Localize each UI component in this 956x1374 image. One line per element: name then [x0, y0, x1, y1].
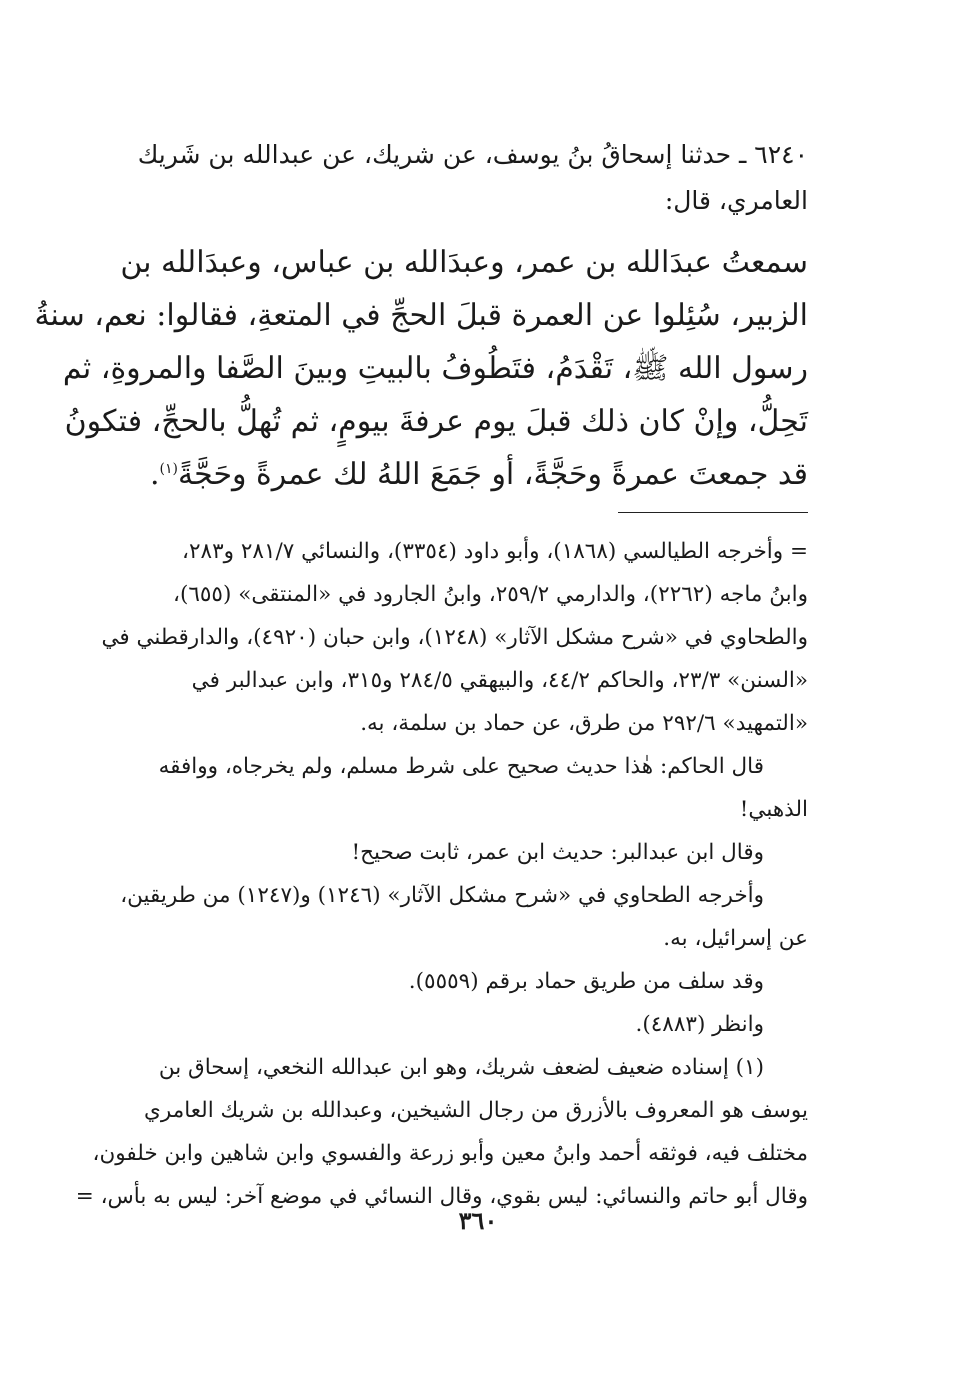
hadith-text-line: سمعتُ عبدَالله بن عمر، وعبدَالله بن عباس، وعبدَالله بن — [120, 245, 808, 280]
note-line: وابنُ ماجه (٢٢٦٢)، والدارمي ٢٥٩/٢، وابنُ الجارود في «المنتقى» (٦٥٥)، — [173, 582, 808, 607]
hadith-text-line: قد جمعتَ عمرةً وحَجَّةً، أو جَمَعَ اللهُ لك عمرةً وحَجَّةً — [178, 457, 808, 492]
note-line: وانظر (٤٨٨٣). — [635, 1012, 764, 1037]
footnote-1-line: يوسف هو المعروف بالأزرق من رجال الشيخين، وعبدالله بن شريك العامري — [144, 1098, 808, 1123]
footnote-1-line: وقال أبو حاتم والنسائي: ليس بقوي، وقال النسائي في موضع آخر: ليس به بأس، = — [75, 1184, 808, 1209]
hadith-head-line: العامري، قال: — [664, 186, 808, 215]
hadith-text — [34, 236, 808, 501]
footnote-1-line: (١) إسناده ضعيف لضعف شريك، وهو ابن عبدالله النخعي، إسحاق بن — [158, 1055, 764, 1080]
note-line: الذهبي! — [739, 797, 808, 822]
hadith-head-line: ٦٢٤٠ ـ حدثنا إسحاقُ بنُ يوسف، عن شريك، عن عبدالله بن شَريك — [137, 140, 808, 169]
footnote-reference: (١) — [159, 461, 178, 477]
note-line: = وأخرجه الطيالسي (١٨٦٨)، وأبو داود (٣٣٥٤)، والنسائي ٢٨١/٧ و٢٨٣، — [182, 539, 808, 564]
note-line: وقد سلف من طريق حماد برقم (٥٥٥٩). — [408, 969, 764, 994]
hadith-text-line: رسول الله ﷺ، تَقْدَمُ، فتَطُوفُ بالبيتِ وبينَ الصَّفا والمروةِ، ثم — [62, 351, 808, 386]
hadith-chain — [118, 132, 808, 224]
hadith-text-line: الزبير، سُئِلوا عن العمرة قبلَ الحجِّ في المتعةِ، فقالوا: نعم، سنةُ — [34, 298, 808, 333]
footnote-1-line: مختلف فيه، فوثقه أحمد وابنُ معين وأبو زرعة والفسوي وابن شاهين وابن خلفون، — [92, 1141, 808, 1166]
footnote-separator — [618, 512, 808, 513]
note-line: وقال ابن عبدالبر: حديث ابن عمر، ثابت صحيح! — [351, 840, 764, 865]
hadith-text-line: تَحِلُّ، وإنْ كان ذلك قبلَ يوم عرفةَ بيومٍ، ثم تُهلُّ بالحجِّ، فتكونُ — [64, 404, 808, 439]
footnotes — [75, 530, 808, 1218]
note-line: «التمهيد» ٢٩٢/٦ من طرق، عن حماد بن سلمة، به. — [360, 711, 808, 736]
note-line: عن إسرائيل، به. — [663, 926, 808, 951]
note-line: وأخرجه الطحاوي في «شرح مشكل الآثار» (١٢٤٦) و(١٢٤٧) من طريقين، — [120, 883, 764, 908]
page-number: ٣٦٠ — [458, 1206, 498, 1235]
note-line: والطحاوي في «شرح مشكل الآثار» (١٢٤٨)، وابن حبان (٤٩٢٠)، والدارقطني في — [101, 625, 808, 650]
note-line: قال الحاكم: هٰذا حديث صحيح على شرط مسلم، ولم يخرجاه، ووافقه — [158, 754, 764, 779]
note-line: «السنن» ٢٣/٣، والحاكم ٤٤/٢، والبيهقي ٢٨٤/٥ و٣١٥، وابن عبدالبر في — [191, 668, 808, 693]
hadith-text-line-last: قد جمعتَ عمرةً وحَجَّةً، أو جَمَعَ اللهُ لك عمرةً وحَجَّةً$^{(١)}$. — [149, 457, 808, 492]
